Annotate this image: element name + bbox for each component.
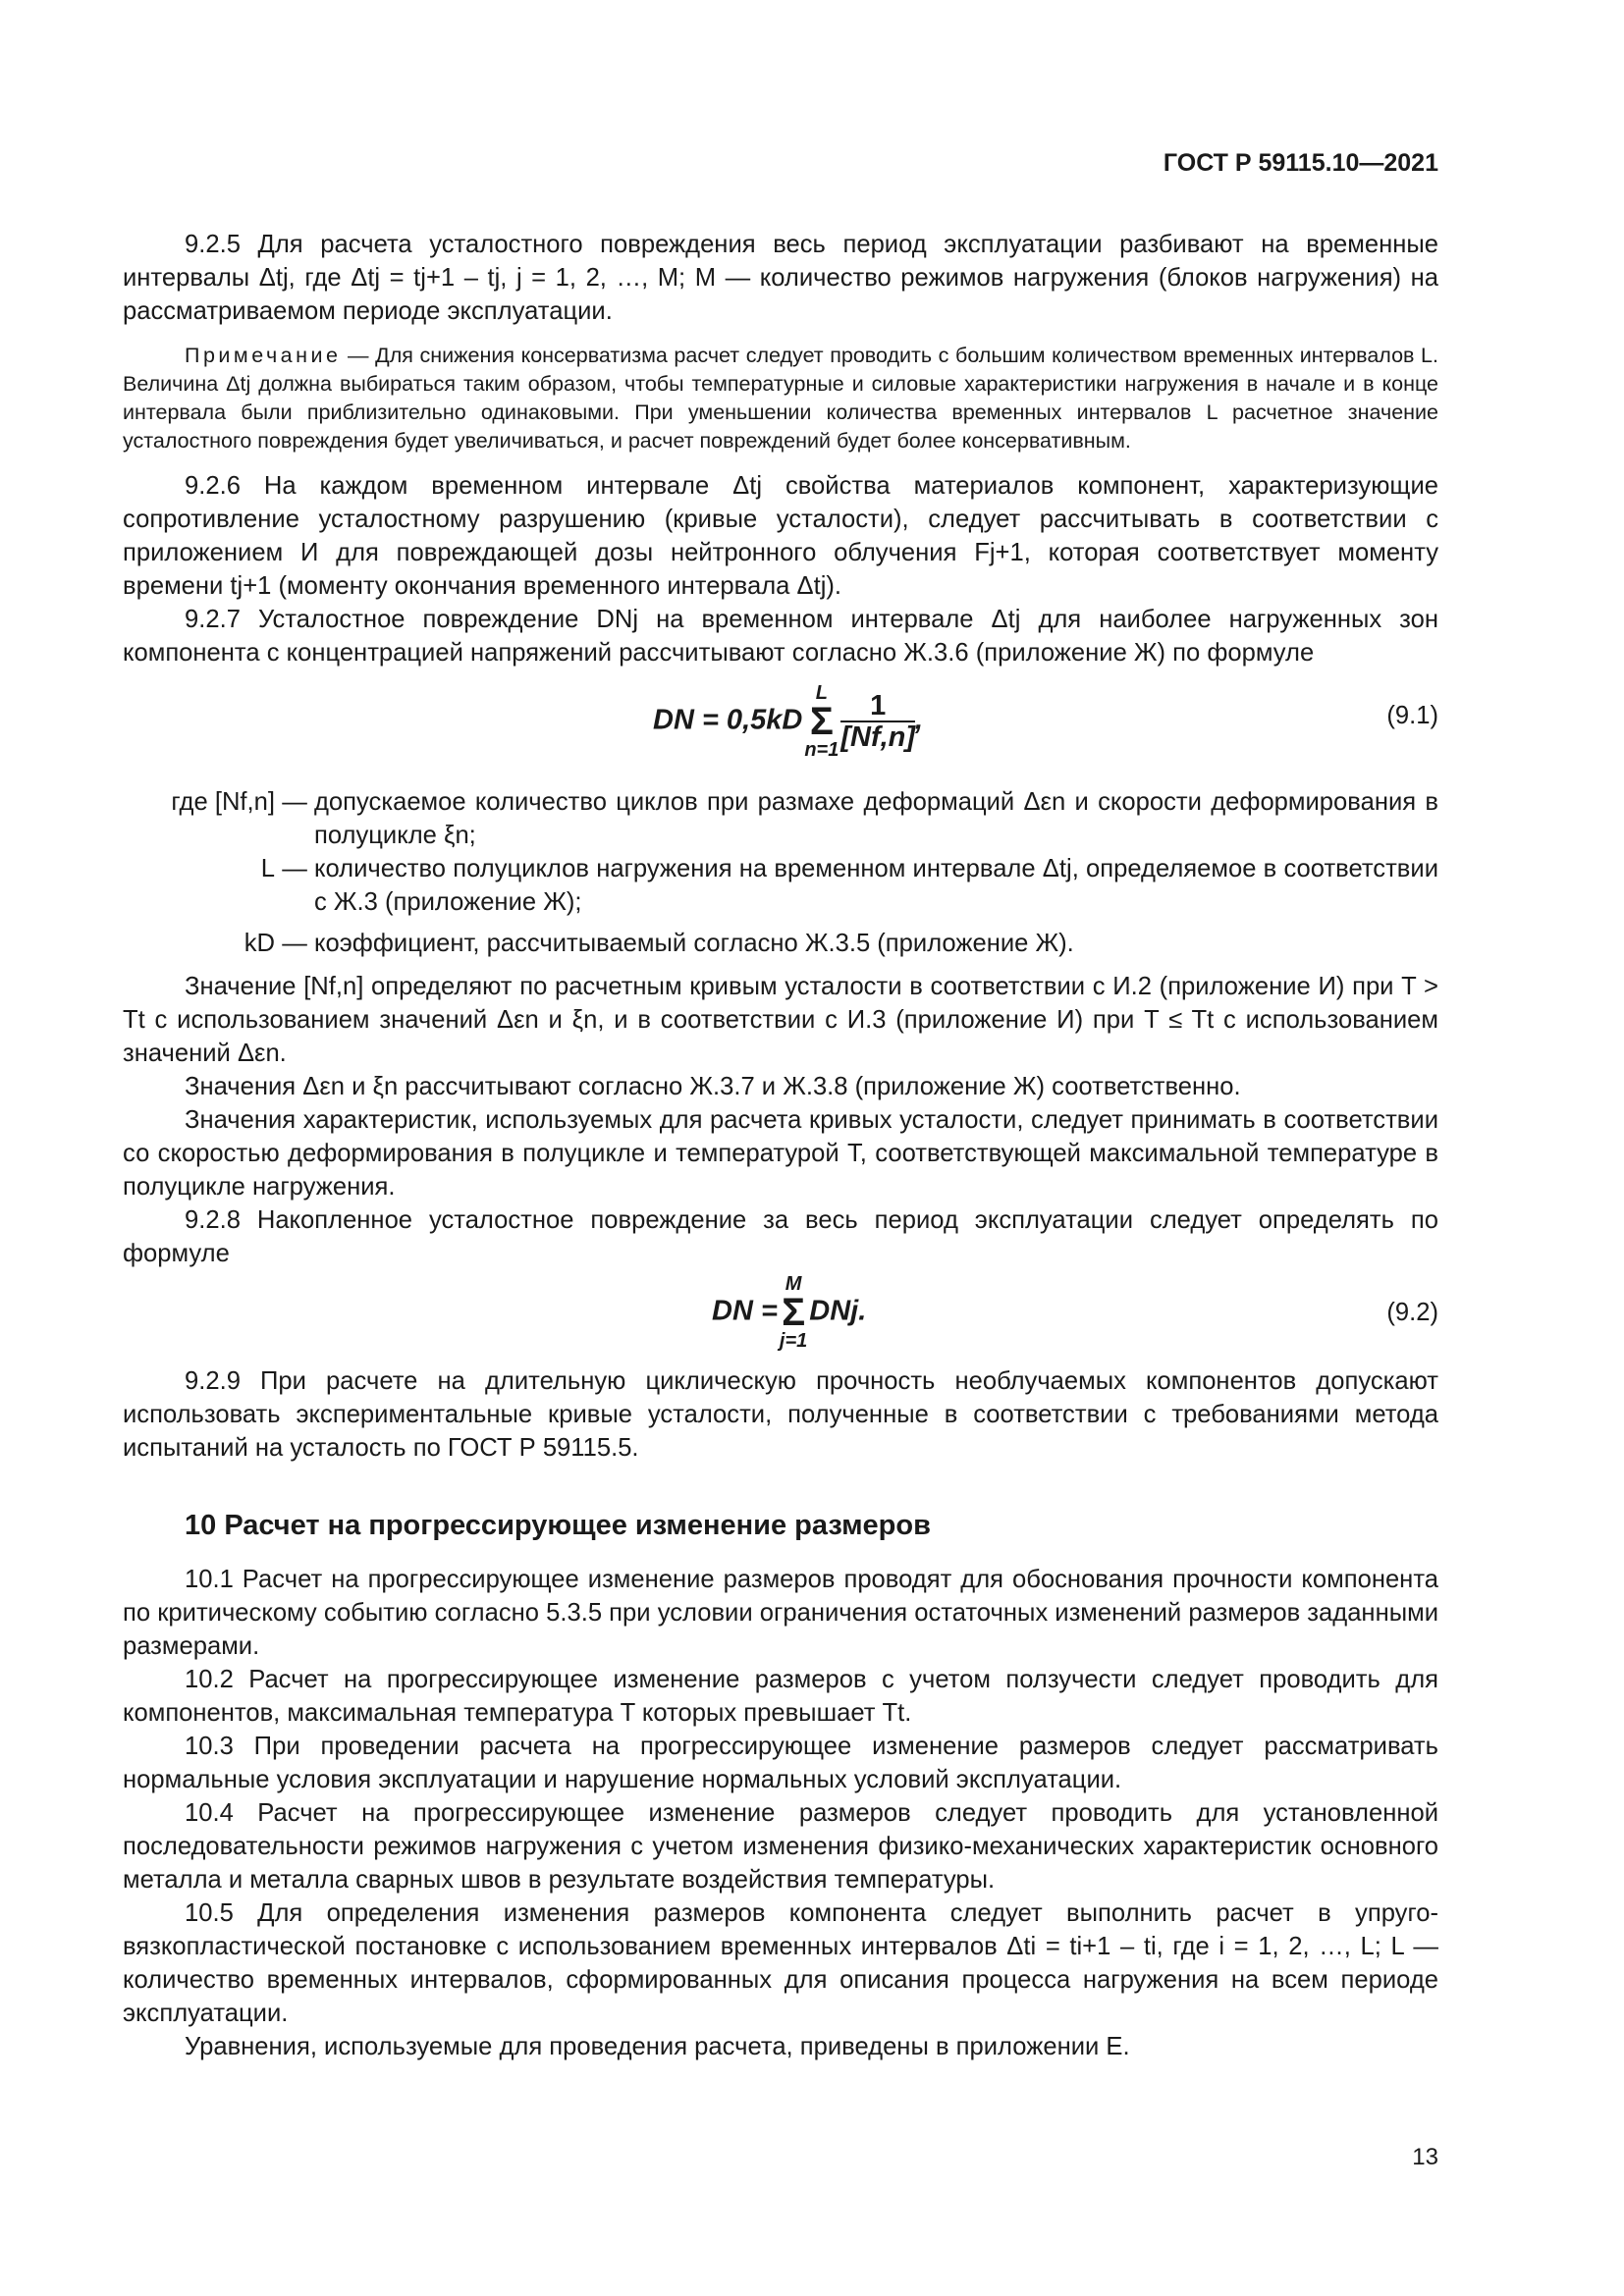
paragraph-10-1: 10.1 Расчет на прогрессирующее изменение размеров проводят для обоснования прочности компонента по критическому событию согласно 5.3.5 при условии ограничения остаточных изменений размеров заданными размерами. (123, 1566, 1438, 1660)
paragraph-10-3: 10.3 При проведении расчета на прогрессирующее изменение размеров следует рассматривать нормальные условия эксплуатации и нарушение нормальных условий эксплуатации. (123, 1733, 1438, 1793)
legend-item (123, 852, 1438, 919)
formula-9-1-sum (804, 683, 839, 760)
paragraph-9-2-9: 9.2.9 При расчете на длительную циклическую прочность необлучаемых компонентов допускают использовать экспериментальные кривые усталости, полученные в соответствии с требованиями метода испытаний на усталость по ГОСТ Р 59115.5. (123, 1367, 1438, 1462)
page-number: 13 (1412, 2144, 1438, 2170)
legend-dash: — (282, 788, 307, 816)
paragraph-10-4: 10.4 Расчет на прогрессирующее изменение размеров следует проводить для установленной последовательности режимов нагружения с учетом изменения физико-механических характеристик основного металла и металла сварных швов в результате воздействия температуры. (123, 1799, 1438, 1894)
formula-9-2-sum (780, 1274, 807, 1351)
sigma-symbol: Σ (809, 700, 834, 743)
formula-9-1-lhs: DN = 0,5kD (653, 704, 803, 736)
paragraph-value-1: Значение [Nf,n] определяют по расчетным кривым усталости в соответствии с И.2 (приложение И) при T > Tt с использованием значений Δεn и ξn, и в соответствии с И.3 (приложение И) при T ≤ Tt с использованием значений Δεn. (123, 973, 1438, 1067)
formula-9-2-lhs: DN = (712, 1295, 778, 1327)
legend-item (123, 927, 1438, 960)
sum-bottom: j=1 (779, 1330, 808, 1352)
sigma-symbol: Σ (782, 1291, 806, 1334)
formula-9-2-expression (712, 1274, 866, 1351)
legend-description: коэффициент, рассчитываемый согласно Ж.3.5 (приложение Ж). (314, 930, 1074, 957)
note (123, 342, 1438, 455)
section-heading-10: 10 Расчет на прогрессирующее изменение размеров (185, 1510, 931, 1541)
numerator: 1 (840, 691, 915, 722)
legend-dash: — (282, 855, 307, 882)
paragraph-9-2-8: 9.2.8 Накопленное усталостное повреждение за весь период эксплуатации следует определять по формуле (123, 1206, 1438, 1267)
document-id: ГОСТ Р 59115.10—2021 (1163, 149, 1438, 177)
paragraph-value-2: Значения Δεn и ξn рассчитывают согласно Ж.3.7 и Ж.3.8 (приложение Ж) соответственно. (185, 1073, 1241, 1100)
legend-description: допускаемое количество циклов при размахе деформаций Δεn и скорости деформирования в полуцикле ξn; (314, 788, 1438, 849)
formula-9-2-term: DNj. (809, 1295, 867, 1327)
formula-9-1-fraction (840, 691, 915, 752)
paragraph-10-2: 10.2 Расчет на прогрессирующее изменение размеров с учетом ползучести следует проводить для компонентов, максимальная температура T которых превышает Tt. (123, 1666, 1438, 1727)
legend-item (123, 785, 1438, 852)
formula-9-1-number: (9.1) (1386, 702, 1438, 729)
document-body (123, 228, 1438, 2063)
denominator: [Nf,n] (840, 721, 916, 753)
paragraph-9-2-7: 9.2.7 Усталостное повреждение DNj на временном интервале Δtj для наиболее нагруженных зон компонента с концентрацией напряжений рассчитывают согласно Ж.3.6 (приложение Ж) по формуле (123, 606, 1438, 667)
formula-9-2 (123, 1270, 1438, 1364)
legend-dash: — (282, 930, 307, 957)
paragraph-10-6: Уравнения, используемые для проведения расчета, приведены в приложении Е. (185, 2033, 1130, 2060)
legend-description: количество полуциклов нагружения на временном интервале Δtj, определяемое в соответствии с Ж.3 (приложение Ж); (314, 855, 1438, 916)
note-text: — Для снижения консерватизма расчет следует проводить с большим количеством временных интервалов L. Величина Δtj должна выбираться таким образом, чтобы температурные и силовые характеристики нагружения в начале и в конце интервала были приблизительно одинаковыми. При уменьшении количества временных интервалов L расчетное значение усталостного повреждения будет увеличиваться, и расчет повреждений будет более консервативным. (123, 344, 1438, 453)
formula-9-1-expression (653, 683, 923, 760)
legend-list (123, 785, 1438, 960)
formula-9-1-tail: , (915, 704, 924, 736)
paragraph-10-5: 10.5 Для определения изменения размеров компонента следует выполнить расчет в упруго-вязкопластической постановке с использованием временных интервалов Δti = ti+1 – ti, где i = 1, 2, …, L; L — количество временных интервалов, сформированных для описания процесса нагружения на всем периоде эксплуатации. (123, 1899, 1438, 2027)
paragraph-9-2-6: 9.2.6 На каждом временном интервале Δtj свойства материалов компонент, характеризующие сопротивление усталостному разрушению (кривые усталости), следует рассчитывать в соответствии с приложением И для повреждающей дозы нейтронного облучения Fj+1, которая соответствует моменту времени tj+1 (моменту окончания временного интервала Δtj). (123, 472, 1438, 600)
formula-9-2-number: (9.2) (1386, 1299, 1438, 1326)
formula-9-1 (123, 669, 1438, 785)
note-label: Примечание (185, 344, 342, 367)
sum-bottom: n=1 (804, 739, 839, 761)
paragraph-value-3: Значения характеристик, используемых для расчета кривых усталости, следует принимать в соответствии со скоростью деформирования в полуцикле и температурой T, соответствующей максимальной температуре в полуцикле нагружения. (123, 1106, 1438, 1201)
paragraph-9-2-5: 9.2.5 Для расчета усталостного повреждения весь период эксплуатации разбивают на временные интервалы Δtj, где Δtj = tj+1 – tj, j = 1, 2, …, M; M — количество режимов нагружения (блоков нагружения) на рассматриваемом периоде эксплуатации. (123, 231, 1438, 325)
legend-term: kD (244, 930, 275, 957)
legend-term: L (260, 855, 275, 882)
legend-term: где [Nf,n] (171, 788, 275, 816)
sum-top: L (815, 682, 828, 704)
sum-top: M (785, 1273, 802, 1295)
